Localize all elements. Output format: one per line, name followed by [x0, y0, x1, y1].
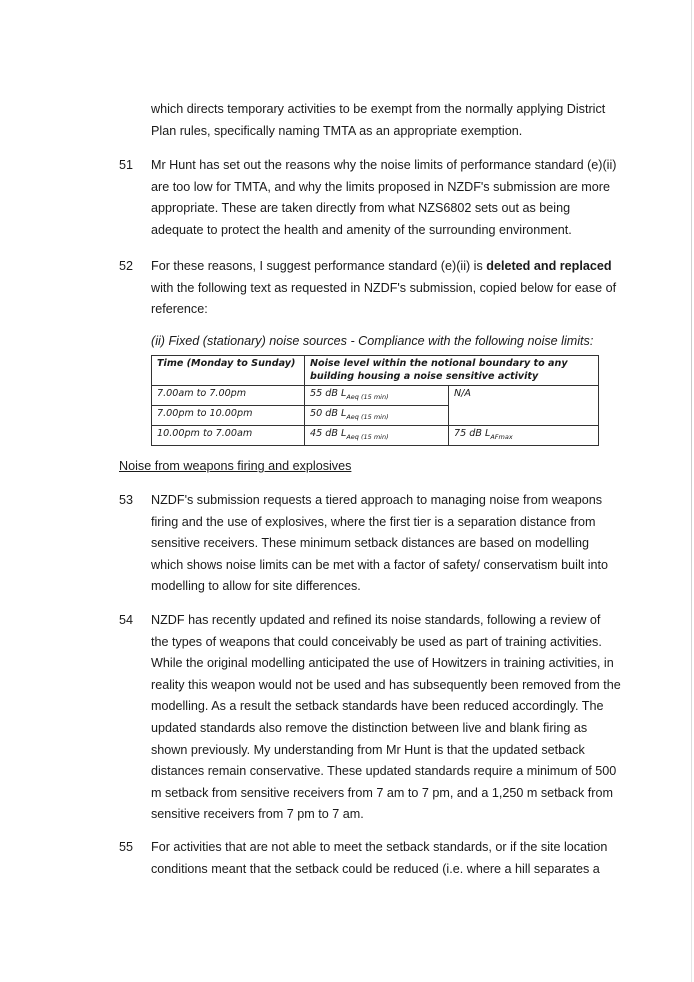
time-cell: 7.00pm to 10.00pm — [152, 405, 305, 425]
level-subscript: Aeq (15 min) — [346, 392, 389, 401]
paragraph-52-text-after: with the following text as requested in NZDF's submission, copied below for ease of reference: — [151, 280, 617, 317]
level-cell — [305, 386, 449, 406]
paragraph-51: Mr Hunt has set out the reasons why the noise limits of performance standard (e)(ii) are too low for TMTA, and why the limits proposed in NZDF's submission are more appropriate. These are taken directly from what NZS6802 sets out as being adequate to protect the health and amenity of the surrounding environment. — [151, 158, 617, 237]
scan-edge — [691, 0, 692, 982]
paragraph-number-52: 52 — [119, 259, 134, 273]
paragraph-number-54: 54 — [119, 613, 134, 627]
level-subscript: Aeq (15 min) — [346, 412, 389, 421]
section-heading: Noise from weapons firing and explosives — [119, 459, 352, 473]
level-subscript: Aeq (15 min) — [346, 432, 389, 441]
header-noise-level: Noise level within the notional boundary to any building housing a noise sensitive activity — [305, 356, 599, 386]
max-level-subscript: AFmax — [490, 432, 513, 441]
paragraph-52-bold-text: deleted and replaced — [486, 259, 612, 273]
table-header-row — [152, 356, 599, 386]
level-cell — [305, 405, 449, 425]
paragraph-52-text-before: For these reasons, I suggest performance standard (e)(ii) is — [151, 259, 487, 273]
level-cell — [305, 425, 449, 445]
paragraph-54: NZDF has recently updated and refined its noise standards, following a review of the types of weapons that could conceivably be used as part of training activities. While the original modelling anticipated the use of Howitzers in training activities, in reality this weapon would not be used and has subsequently been removed from the modelling. As a result the setback standards have been reduced accordingly. The updated standards also remove the distinction between live and blank firing as shown previously. My understanding from Mr Hunt is that the updated setback distances remain conservative. These updated standards require a minimum of 500 m setback from sensitive receivers from 7 am to 7 pm, and a 1,250 m setback from sensitive receivers from 7 pm to 7 am. — [151, 613, 621, 822]
level-value: 55 dB L — [310, 388, 347, 399]
paragraph-52 — [151, 256, 621, 321]
level-value: 45 dB L — [310, 427, 347, 439]
max-level-day-cell: N/A — [449, 386, 599, 426]
paragraph-number-51: 51 — [119, 158, 134, 172]
table-row — [152, 386, 599, 406]
paragraph-55: For activities that are not able to meet the setback standards, or if the site location conditions meant that the setback could be reduced (i.e. where a hill separates a — [151, 840, 608, 876]
continuation-paragraph: which directs temporary activities to be exempt from the normally applying District Plan rules, specifically naming TMTA as an appropriate exemption. — [151, 102, 606, 138]
table-row — [152, 425, 599, 445]
paragraph-53: NZDF's submission requests a tiered approach to managing noise from weapons firing and the use of explosives, where the first tier is a separation distance from sensitive receivers. These minimum setback distances are based on modelling which shows noise limits can be met with a factor of safety/ conservatism built into modelling to allow for site differences. — [151, 493, 609, 594]
paragraph-number-55: 55 — [119, 840, 134, 854]
noise-limits-table — [151, 355, 599, 446]
header-time: Time (Monday to Sunday) — [152, 356, 305, 386]
level-value: 50 dB L — [310, 407, 347, 419]
time-cell: 7.00am to 7.00pm — [152, 386, 305, 406]
paragraph-number-53: 53 — [119, 493, 134, 507]
time-cell: 10.00pm to 7.00am — [152, 425, 305, 445]
max-level-night-cell — [449, 425, 599, 445]
table-caption: (ii) Fixed (stationary) noise sources - Compliance with the following noise limits: — [151, 334, 594, 348]
max-level-value: 75 dB L — [454, 427, 491, 439]
